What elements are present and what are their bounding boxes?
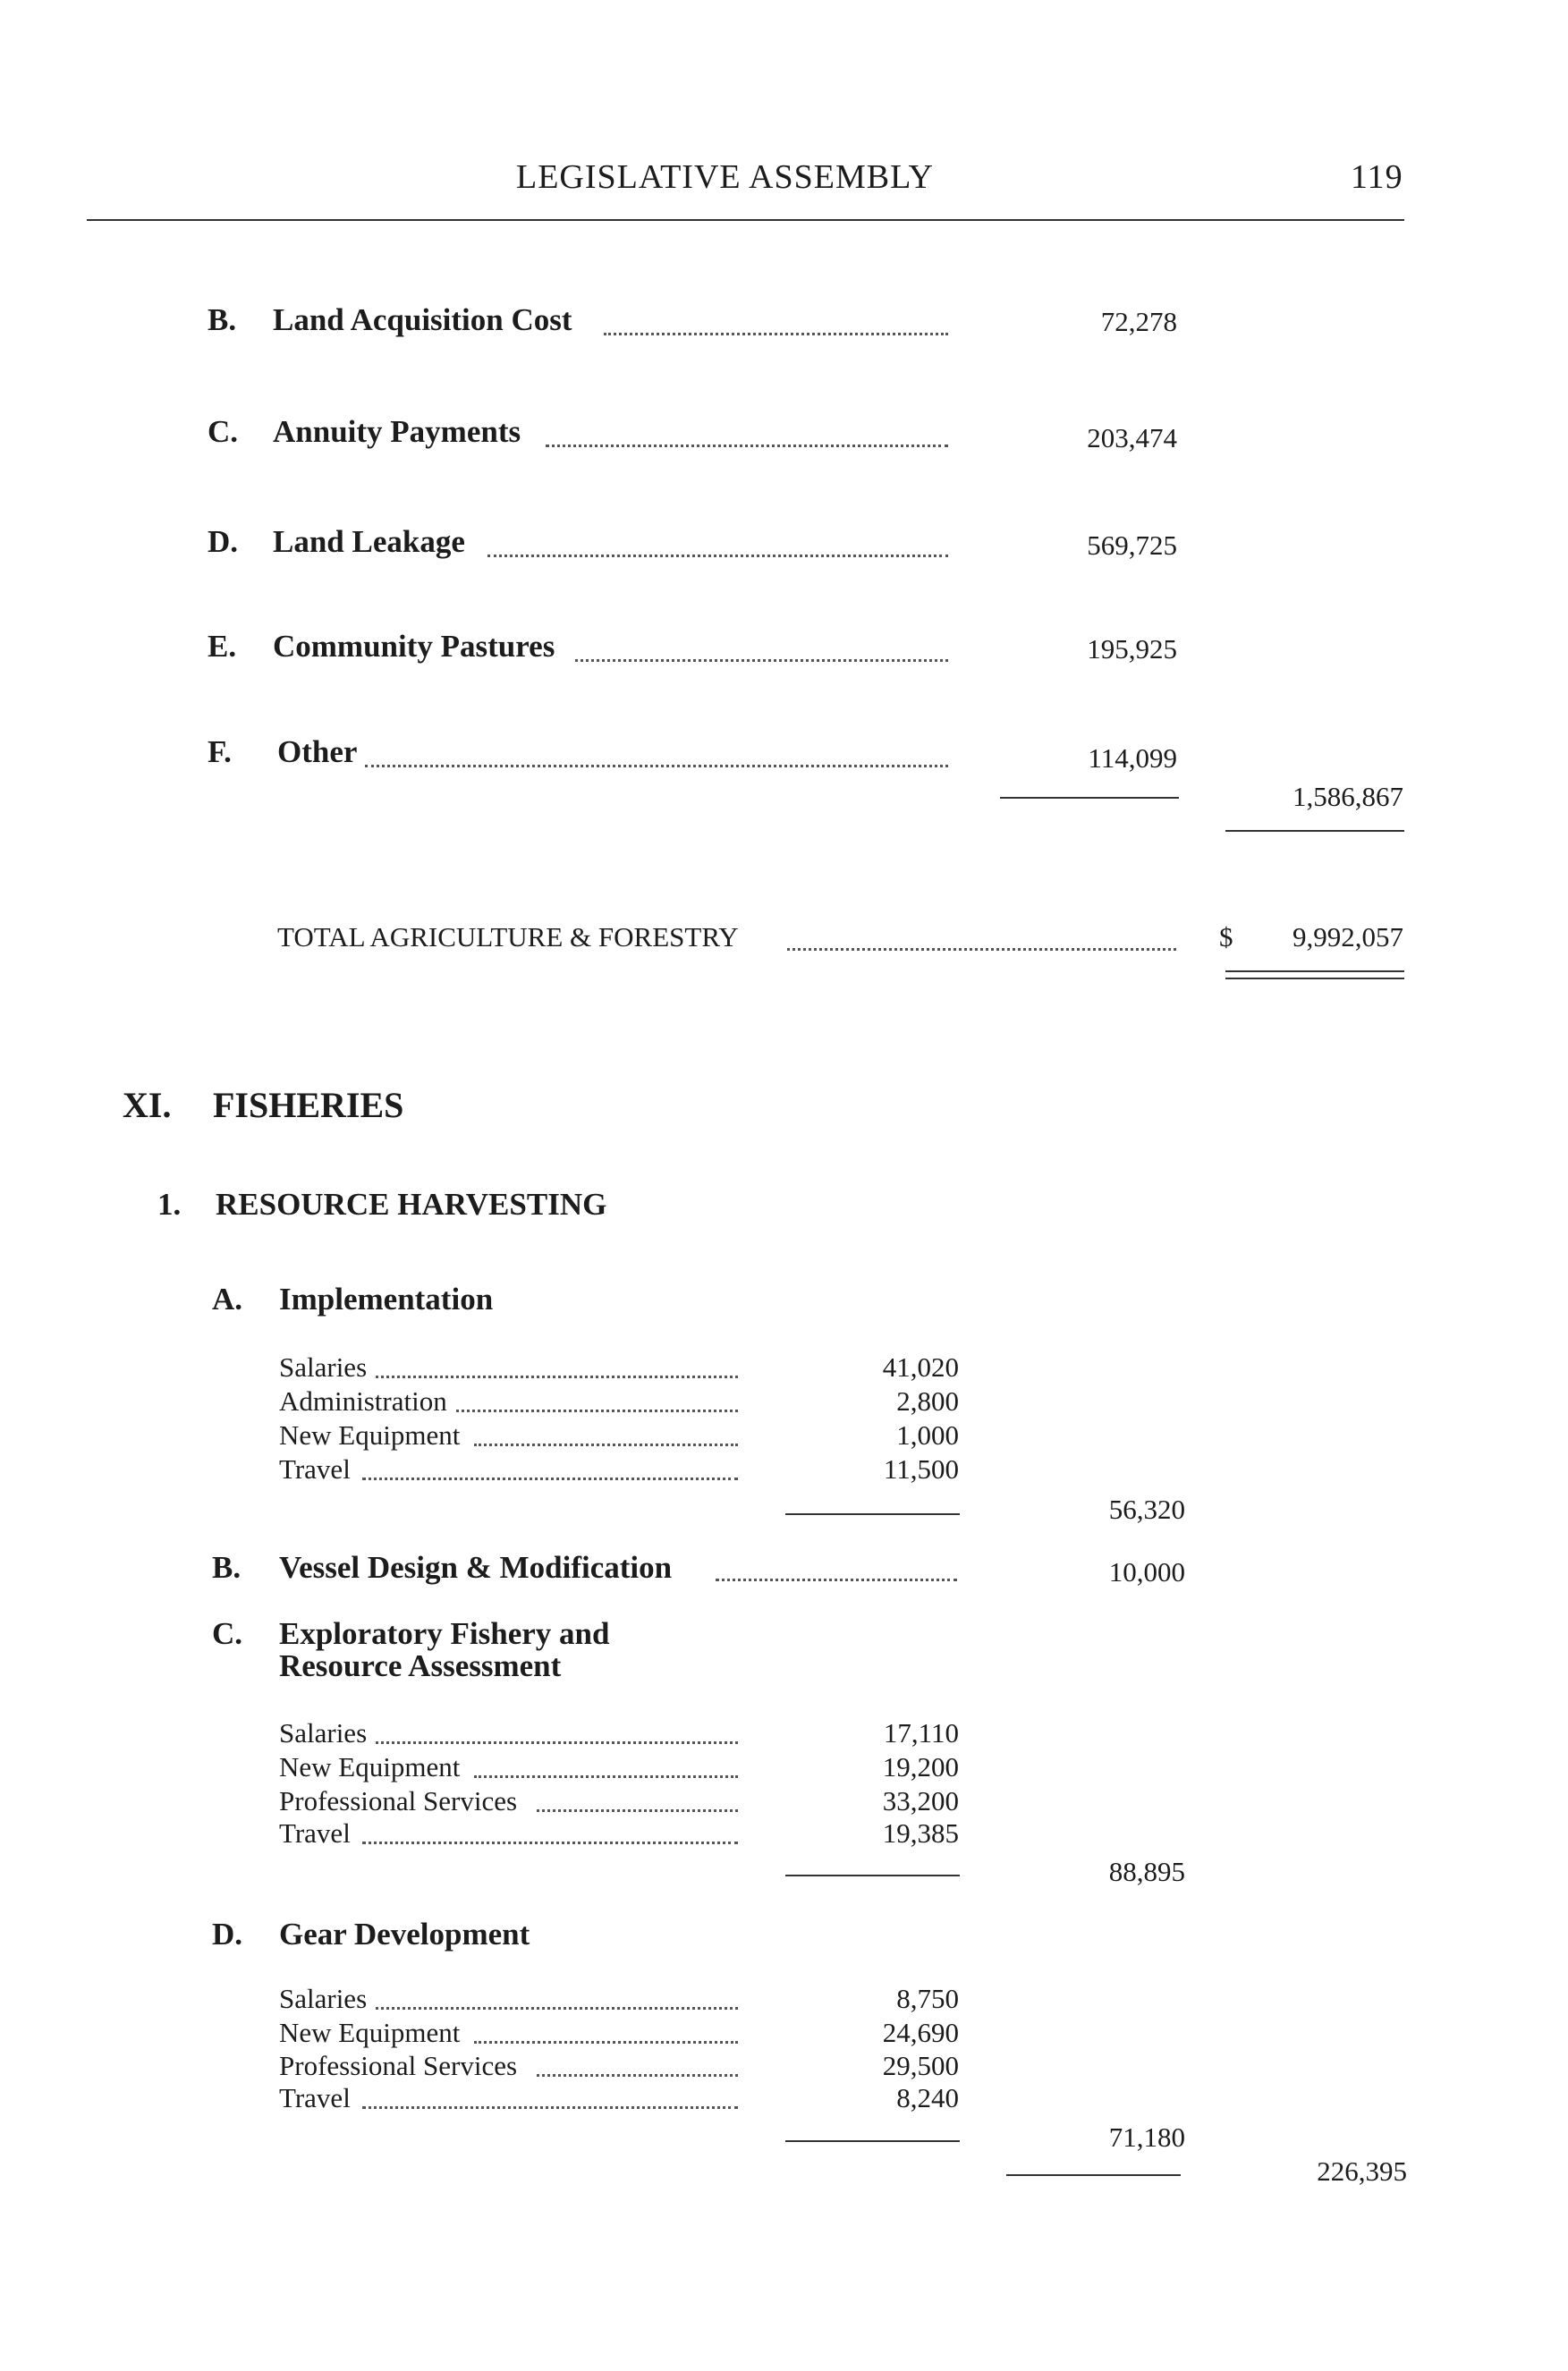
item-letter: D. bbox=[212, 1917, 243, 1952]
line-amount: 29,500 bbox=[882, 2050, 959, 2081]
subsection-number: 1. bbox=[157, 1187, 182, 1222]
item-letter: F. bbox=[208, 734, 232, 769]
item-letter: B. bbox=[212, 1550, 242, 1585]
leader-dots bbox=[376, 1376, 738, 1378]
line-amount: 2,800 bbox=[896, 1385, 959, 1417]
line-amount: 33,200 bbox=[882, 1785, 959, 1816]
item-amount: 114,099 bbox=[1088, 742, 1177, 774]
item-total: 71,180 bbox=[1108, 2121, 1185, 2153]
line-label: Salaries bbox=[279, 1351, 368, 1383]
subtotal-rule bbox=[785, 1875, 960, 1876]
item-label: Land Acquisition Cost bbox=[273, 302, 572, 337]
leader-dots bbox=[362, 1842, 738, 1844]
line-amount: 19,200 bbox=[882, 1751, 959, 1782]
item-amount: 10,000 bbox=[1108, 1556, 1185, 1588]
leader-dots bbox=[376, 2007, 738, 2010]
item-amount: 72,278 bbox=[1100, 306, 1177, 337]
item-amount: 195,925 bbox=[1087, 633, 1177, 665]
section-total-rule bbox=[1006, 2174, 1181, 2176]
line-label: New Equipment bbox=[279, 1419, 461, 1451]
leader-dots bbox=[537, 2074, 738, 2077]
leader-dots bbox=[716, 1579, 957, 1581]
leader-dots bbox=[546, 445, 948, 447]
line-label: New Equipment bbox=[279, 2017, 461, 2048]
subtotal-rule bbox=[1000, 797, 1179, 799]
line-label: Salaries bbox=[279, 1983, 368, 2014]
leader-dots bbox=[362, 1478, 738, 1480]
item-label: Land Leakage bbox=[273, 524, 465, 559]
leader-dots bbox=[376, 1741, 738, 1744]
item-letter: B. bbox=[208, 302, 237, 337]
line-amount: 8,240 bbox=[896, 2082, 959, 2113]
subtotal-rule bbox=[785, 2140, 960, 2142]
section-title: FISHERIES bbox=[213, 1085, 404, 1125]
item-letter: C. bbox=[212, 1616, 243, 1651]
leader-dots bbox=[365, 765, 948, 767]
line-label: Administration bbox=[279, 1385, 447, 1417]
line-amount: 17,110 bbox=[883, 1717, 959, 1749]
leader-dots bbox=[575, 659, 948, 662]
line-label: Travel bbox=[279, 1453, 351, 1485]
item-letter: E. bbox=[208, 629, 237, 664]
section-numeral: XI. bbox=[123, 1085, 172, 1125]
leader-dots bbox=[787, 948, 1176, 951]
item-letter: D. bbox=[208, 524, 239, 559]
item-amount: 203,474 bbox=[1087, 422, 1177, 453]
item-title: Vessel Design & Modification bbox=[279, 1550, 673, 1585]
line-amount: 24,690 bbox=[882, 2017, 959, 2048]
leader-dots bbox=[537, 1809, 738, 1812]
line-amount: 19,385 bbox=[882, 1817, 959, 1849]
line-amount: 1,000 bbox=[896, 1419, 959, 1451]
leader-dots bbox=[362, 2106, 738, 2109]
item-title: Implementation bbox=[279, 1282, 494, 1317]
line-label: Travel bbox=[279, 1817, 351, 1849]
header-rule bbox=[87, 219, 1404, 221]
item-letter: A. bbox=[212, 1282, 243, 1317]
leader-dots bbox=[456, 1410, 738, 1412]
line-amount: 41,020 bbox=[882, 1351, 959, 1383]
leader-dots bbox=[474, 1775, 738, 1778]
line-label: New Equipment bbox=[279, 1751, 461, 1782]
subsection-title: RESOURCE HARVESTING bbox=[216, 1187, 607, 1222]
line-amount: 8,750 bbox=[896, 1983, 959, 2014]
item-label: Community Pastures bbox=[273, 629, 555, 664]
leader-dots bbox=[474, 1444, 738, 1446]
running-header: LEGISLATIVE ASSEMBLY bbox=[516, 158, 934, 196]
leader-dots bbox=[487, 555, 948, 557]
item-title-line1: Exploratory Fishery and bbox=[279, 1616, 610, 1651]
land-subtotal: 1,586,867 bbox=[1293, 781, 1403, 812]
total-agriculture-amount: 9,992,057 bbox=[1293, 921, 1403, 953]
item-title-line2: Resource Assessment bbox=[279, 1648, 562, 1683]
line-label: Travel bbox=[279, 2082, 351, 2113]
item-letter: C. bbox=[208, 414, 239, 449]
item-label: Other bbox=[277, 734, 358, 769]
subtotal-rule bbox=[785, 1513, 960, 1515]
leader-dots bbox=[474, 2041, 738, 2044]
total-agriculture-label: TOTAL AGRICULTURE & FORESTRY bbox=[277, 921, 739, 953]
item-title: Gear Development bbox=[279, 1917, 530, 1952]
page-number: 119 bbox=[1351, 158, 1403, 196]
item-total: 88,895 bbox=[1108, 1856, 1185, 1887]
resource-harvesting-total: 226,395 bbox=[1317, 2155, 1407, 2187]
line-label: Professional Services bbox=[279, 2050, 518, 2081]
grand-total-double-rule bbox=[1225, 970, 1404, 979]
item-label: Annuity Payments bbox=[273, 414, 521, 449]
line-label: Professional Services bbox=[279, 1785, 518, 1816]
item-amount: 569,725 bbox=[1087, 529, 1177, 561]
line-label: Salaries bbox=[279, 1717, 368, 1749]
currency-symbol: $ bbox=[1219, 921, 1233, 953]
item-total: 56,320 bbox=[1108, 1494, 1185, 1525]
line-amount: 11,500 bbox=[883, 1453, 959, 1485]
leader-dots bbox=[604, 333, 948, 335]
subtotal-underline bbox=[1225, 830, 1404, 832]
